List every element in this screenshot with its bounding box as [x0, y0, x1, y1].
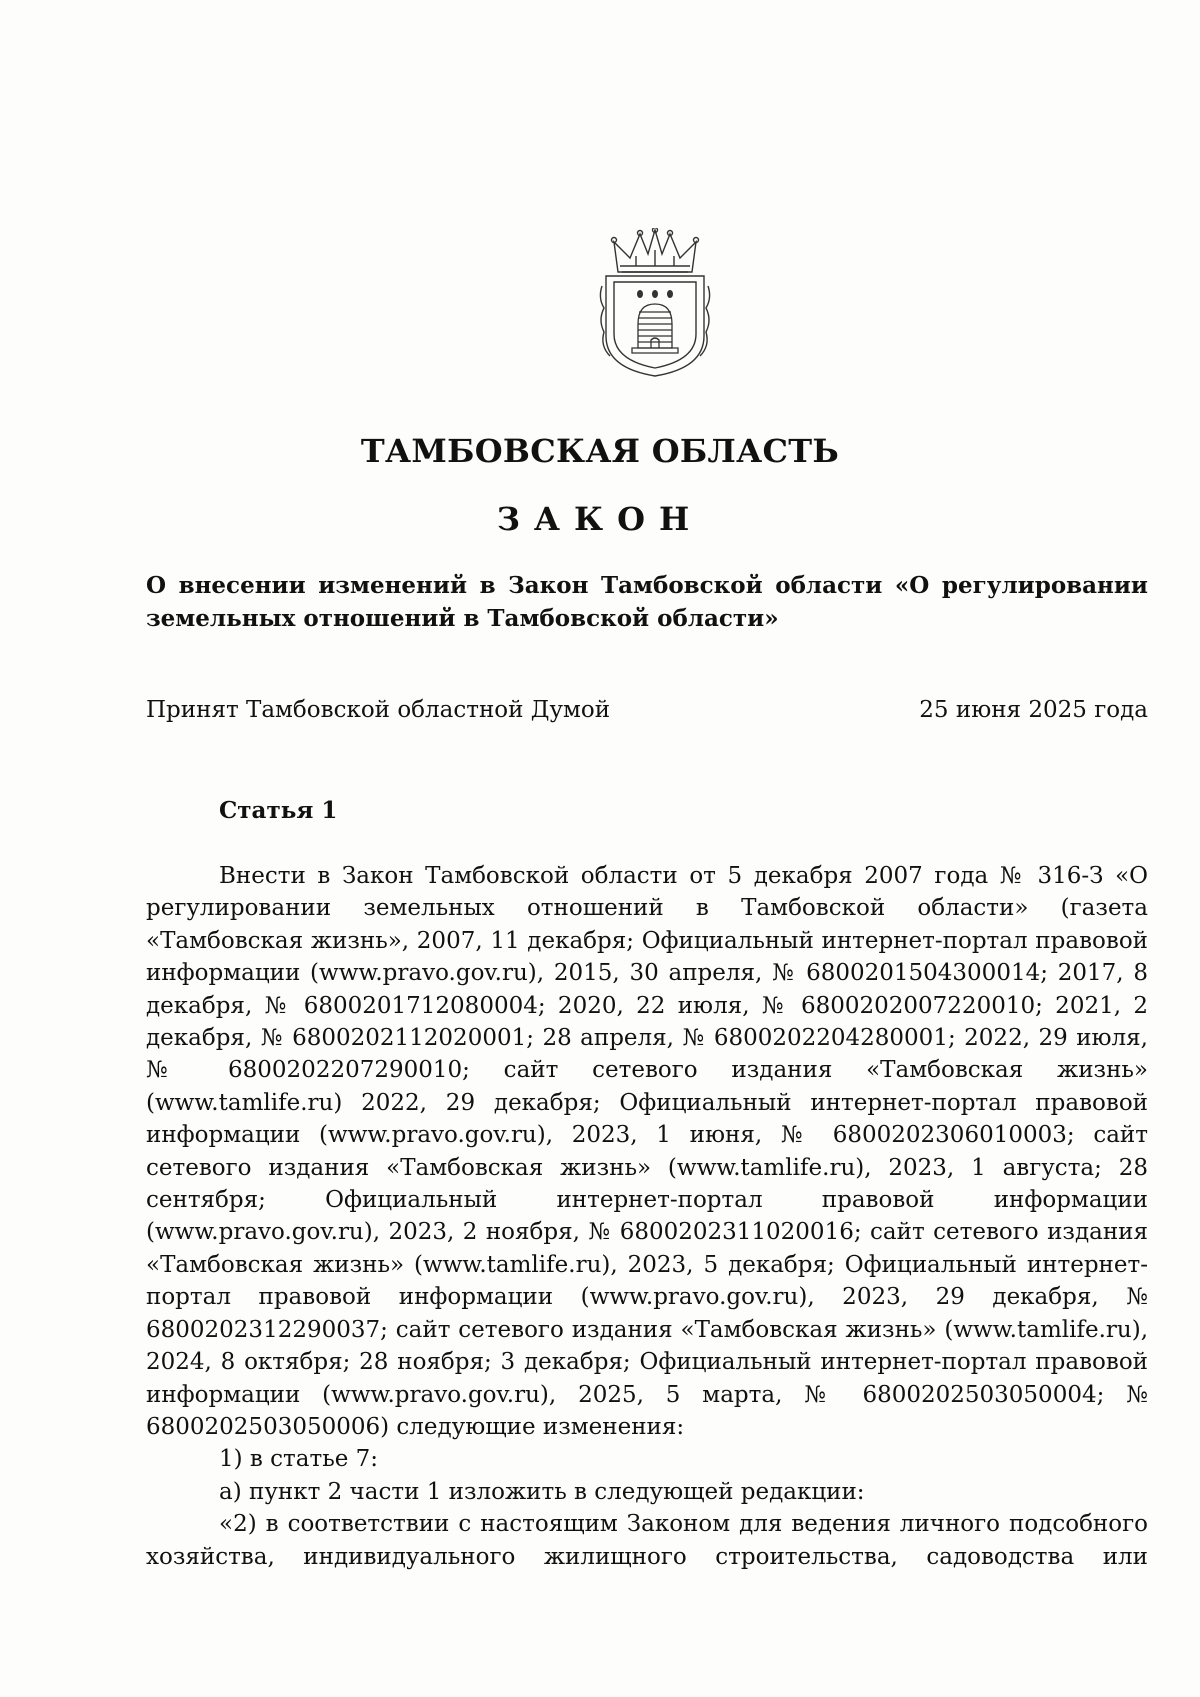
article-paragraph: «2) в соответствии с настоящим Законом для ведения личного подсобного хозяйства, индивидуального жилищного строительства, садоводства или [146, 1511, 1148, 1570]
document-type-title: ЗАКОН [496, 500, 704, 538]
region-title: ТАМБОВСКАЯ ОБЛАСТЬ [360, 432, 840, 470]
adopted-by: Принят Тамбовской областной Думой [146, 697, 611, 723]
article-body [146, 860, 1148, 1573]
coat-of-arms-icon [596, 228, 714, 378]
article-heading: Статья 1 [219, 797, 338, 824]
law-subject: О внесении изменений в Закон Тамбовской области «О регулировании земельных отношений в Тамбовской области» [146, 572, 1148, 632]
adoption-date: 25 июня 2025 года [919, 697, 1148, 723]
article-paragraph: 1) в статье 7: [219, 1446, 379, 1473]
adoption-row [146, 697, 1148, 723]
article-paragraph: а) пункт 2 части 1 изложить в следующей редакции: [219, 1478, 865, 1505]
article-paragraph: Внести в Закон Тамбовской области от 5 декабря 2007 года № 316-З «О регулировании земельных отношений в Тамбовской области» (газета «Тамбовская жизнь», 2007, 11 декабря; Официальный интернет-портал правовой информации (www.pravo.gov.ru), 2015, 30 апреля, № 6800201504300014; 2017, 8 декабря, № 6800201712080004; 2020, 22 июля, № 6800202007220010; 2021, 2 декабря, № 6800202112020001; 28 апреля, № 6800202204280001; 2022, 29 июля, № 6800202207290010; сайт сетевого издания «Тамбовская жизнь» (www.tamlife.ru) 2022, 29 декабря; Официальный интернет-портал правовой информации (www.pravo.gov.ru), 2023, 1 июня, № 6800202306010003; сайт сетевого издания «Тамбовская жизнь» (www.tamlife.ru), 2023, 1 августа; 28 сентября; Официальный интернет-портал правовой информации (www.pravo.gov.ru), 2023, 2 ноября, № 6800202311020016; сайт сетевого издания «Тамбовская жизнь» (www.tamlife.ru), 2023, 5 декабря; Официальный интернет-портал правовой информации (www.pravo.gov.ru), 2023, 29 декабря, № 6800202312290037; сайт сетевого издания «Тамбовская жизнь» (www.tamlife.ru), 2024, 8 октября; 28 ноября; 3 декабря; Официальный интернет-портал правовой информации (www.pravo.gov.ru), 2025, 5 марта, № 6800202503050004; № 6800202503050006) следующие изменения: [146, 863, 1148, 1440]
